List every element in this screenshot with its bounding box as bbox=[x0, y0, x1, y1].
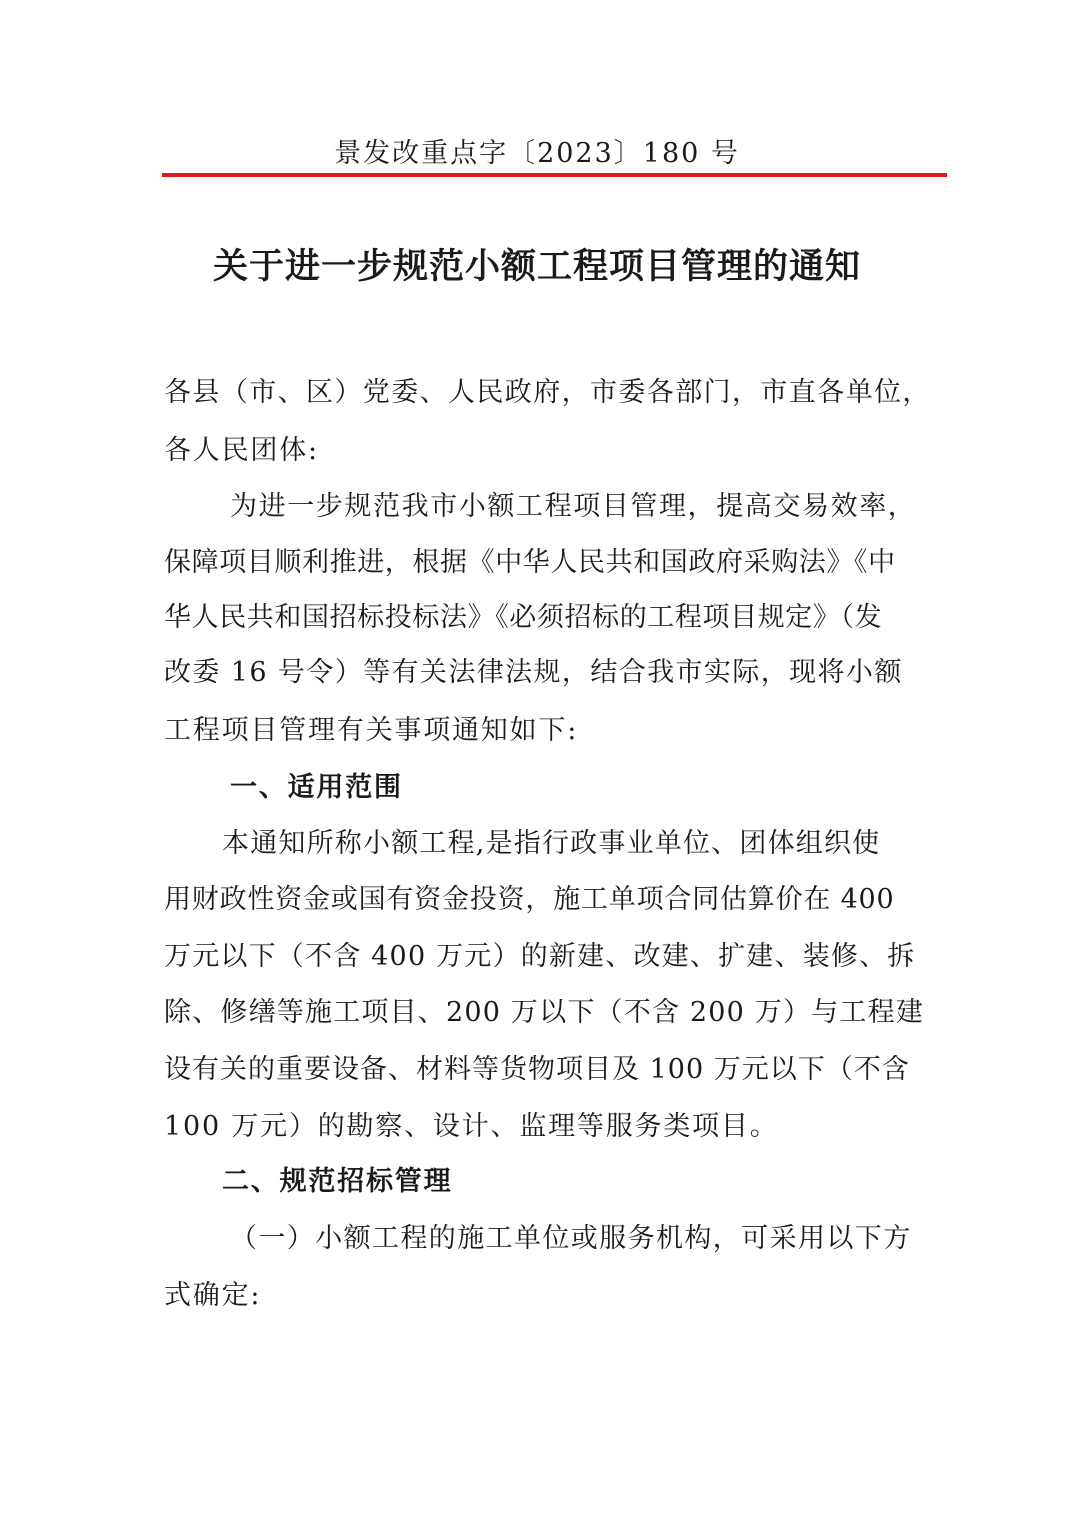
body-line: 除、修缮等施工项目、200 万以下（不含 200 万）与工程建 bbox=[164, 997, 925, 1028]
body-line: 华人民共和国招标投标法》《必须招标的工程项目规定》（发 bbox=[164, 602, 883, 633]
body-line: 万元以下（不含 400 万元）的新建、改建、扩建、装修、拆 bbox=[164, 941, 916, 972]
body-line: 式确定: bbox=[164, 1280, 262, 1311]
body-line: 各人民团体: bbox=[164, 435, 319, 466]
body-line: 用财政性资金或国有资金投资，施工单项合同估算价在 400 bbox=[164, 884, 895, 915]
document-title: 关于进一步规范小额工程项目管理的通知 bbox=[212, 246, 861, 287]
document-number: 景发改重点字〔2023〕180 号 bbox=[334, 138, 740, 169]
section-heading-2: 二、规范招标管理 bbox=[222, 1166, 453, 1197]
body-line: 工程项目管理有关事项通知如下: bbox=[164, 715, 579, 746]
body-line: 各县（市、区）党委、人民政府，市委各部门，市直各单位， bbox=[164, 377, 931, 408]
body-line: （一）小额工程的施工单位或服务机构，可采用以下方 bbox=[230, 1223, 912, 1254]
body-line: 为进一步规范我市小额工程项目管理，提高交易效率， bbox=[230, 491, 917, 522]
body-line: 改委 16 号令）等有关法律法规，结合我市实际，现将小额 bbox=[164, 657, 903, 688]
body-line: 100 万元）的勘察、设计、监理等服务类项目。 bbox=[164, 1111, 779, 1142]
body-line: 设有关的重要设备、材料等货物项目及 100 万元以下（不含 bbox=[164, 1054, 910, 1085]
body-line: 保障项目顺利推进，根据《中华人民共和国政府采购法》《中 bbox=[164, 547, 896, 578]
red-divider bbox=[162, 173, 947, 177]
section-heading-1: 一、适用范围 bbox=[230, 772, 403, 803]
body-line: 本通知所称小额工程,是指行政事业单位、团体组织使 bbox=[222, 828, 881, 859]
